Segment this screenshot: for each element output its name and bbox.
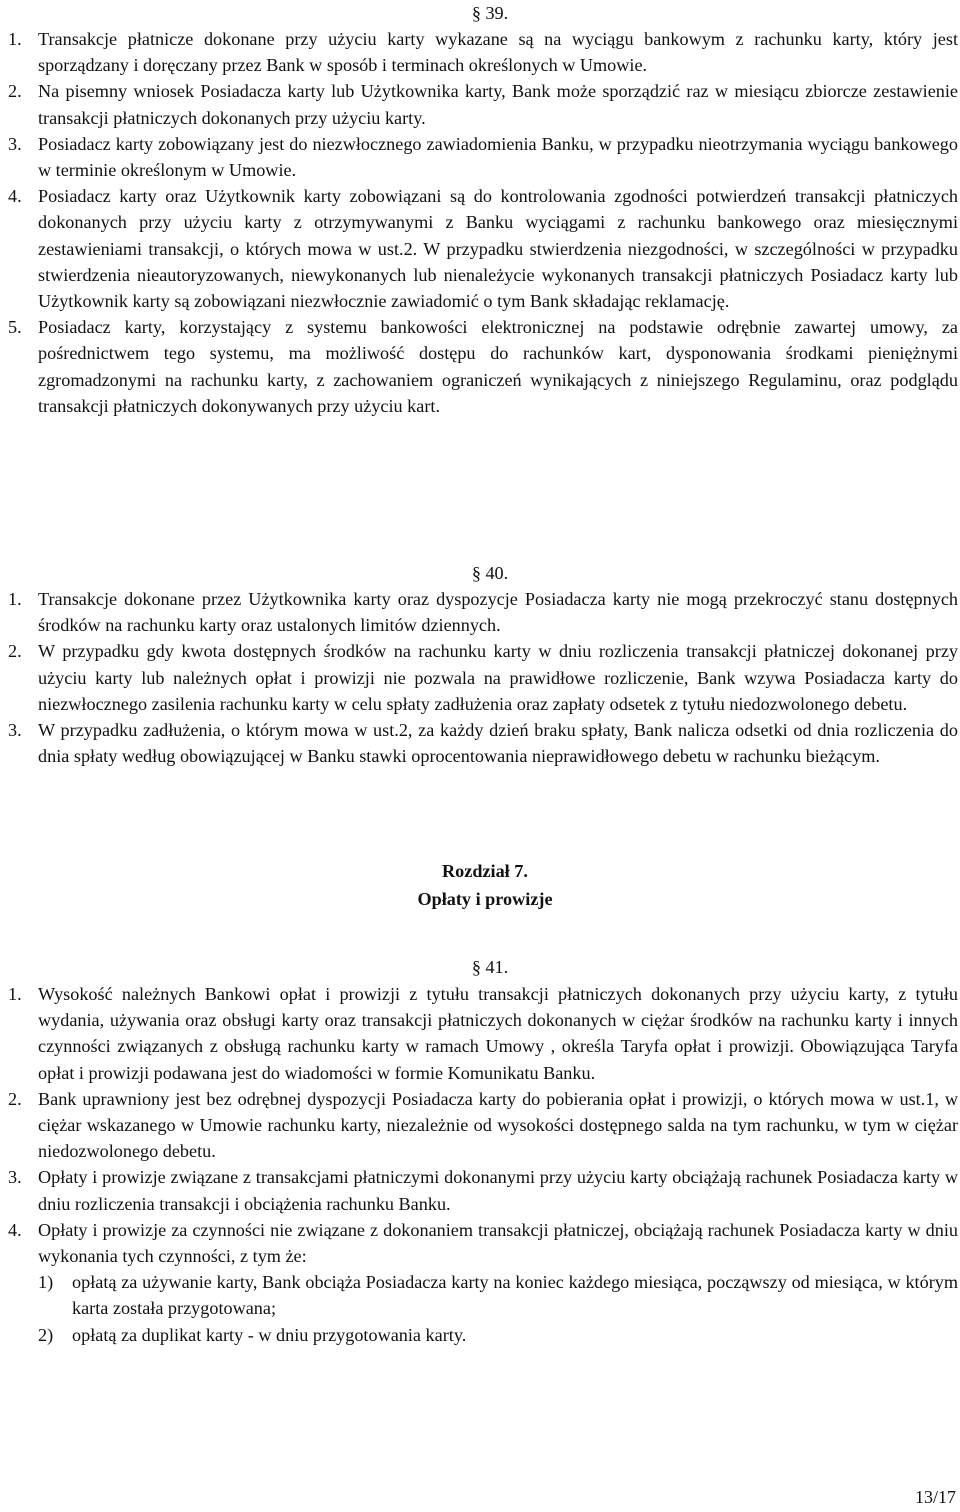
chapter-title: Opłaty i prowizje <box>417 889 553 910</box>
chapter-number: Rozdział 7. <box>442 861 528 881</box>
item-number: 2. <box>8 641 22 662</box>
list-item <box>8 314 958 419</box>
item-number: 2. <box>8 81 22 102</box>
item-text: Transakcje płatnicze dokonane przy użyciu karty wykazane są na wyciągu bankowym z rachunku karty, który jest sporządzany i doręczany przez Bank w sposób i terminach określonych w Umowie. <box>38 29 958 76</box>
section-39-body <box>8 26 958 419</box>
list-item <box>8 638 958 717</box>
item-number: 4. <box>8 1219 22 1240</box>
item-text: Posiadacz karty oraz Użytkownik karty zobowiązani są do kontrolowania zgodności potwierdzeń transakcji płatniczych dokonanych przy użyciu karty z otrzymywanymi z Banku wyciągami z rachunku bankowego oraz miesięcznymi zestawieniami transakcji, o których mowa w ust.2. W przypadku stwierdzenia niezgodności, w szczególności w przypadku stwierdzenia nieautoryzowanych, niewykonanych lub nienależycie wykonanych transakcji płatniczych Posiadacz karty lub Użytkownik karty są zobowiązani niezwłocznie zawiadomić o tym Bank składając reklamację. <box>38 186 958 312</box>
item-number: 4. <box>8 186 22 207</box>
item-text: Posiadacz karty, korzystający z systemu bankowości elektronicznej na podstawie odrębnie zawartej umowy, za pośrednictwem tego systemu, ma możliwość dostępu do rachunków kart, dysponowania środkami pieniężnymi zgromadzonymi na rachunku karty, z zachowaniem ograniczeń wynikających z niniejszego Regulaminu, oraz podglądu transakcji płatniczych dokonywanych przy użyciu kart. <box>38 317 958 416</box>
section-39-title: § 39. <box>471 3 509 23</box>
list-item <box>8 586 958 638</box>
item-text: Bank uprawniony jest bez odrębnej dyspozycji Posiadacza karty do pobierania opłat i prowizji, o których mowa w ust.1, w ciężar wskazanego w Umowie rachunku karty, niezależnie od wysokości dostępnego salda na tym rachunku, w tym w ciężar niedozwolonego debetu. <box>38 1088 958 1162</box>
list-item <box>8 1086 958 1165</box>
item-text: W przypadku zadłużenia, o którym mowa w ust.2, za każdy dzień braku spłaty, Bank nalicza odsetki od dnia rozliczenia do dnia spłaty według obowiązującej w Banku stawki oprocentowania nieprawidłowego debetu w rachunku bieżącym. <box>38 720 958 767</box>
item-number: 1. <box>8 984 22 1004</box>
item-number: 3. <box>8 133 22 154</box>
page-number: 13/17 <box>914 1487 956 1507</box>
item-number: 3. <box>8 720 22 741</box>
sub-list-item <box>38 1269 958 1321</box>
item-text: Na pisemny wniosek Posiadacza karty lub Użytkownika karty, Bank może sporządzić raz w miesiącu zbiorcze zestawienie transakcji płatniczych dokonanych przy użyciu karty. <box>38 81 958 128</box>
sub-list-item <box>38 1322 958 1348</box>
item-text: Opłaty i prowizje związane z transakcjami płatniczymi dokonanymi przy użyciu karty obciążają rachunek Posiadacza karty w dniu rozliczenia transakcji i obciążenia rachunku Banku. <box>38 1167 958 1214</box>
item-text: Wysokość należnych Bankowi opłat i prowizji z tytułu transakcji płatniczych dokonanych przy użyciu karty, z tytułu wydania, używania oraz obsługi karty oraz transakcji płatniczych dokonanych w ciężar środków na rachunku karty i innych czynności związanych z obsługą rachunku karty w ramach Umowy , określa Taryfa opłat i prowizji. Obowiązująca Taryfa opłat i prowizji podawana jest do wiadomości w formie Komunikatu Banku. <box>38 984 958 1083</box>
item-number: 1. <box>8 589 22 609</box>
list-item <box>8 1217 958 1269</box>
subitem-text: opłatą za używanie karty, Bank obciąża Posiadacza karty na koniec każdego miesiąca, począwszy od miesiąca, w którym karta została przygotowana; <box>72 1272 958 1319</box>
subitem-number: 1) <box>38 1272 54 1293</box>
list-item <box>8 78 958 130</box>
item-number: 2. <box>8 1088 22 1109</box>
list-item <box>8 1164 958 1216</box>
item-text: Posiadacz karty zobowiązany jest do niezwłocznego zawiadomienia Banku, w przypadku nieotrzymania wyciągu bankowego w terminie określonym w Umowie. <box>38 133 958 181</box>
list-item <box>8 131 958 183</box>
list-item <box>8 26 958 78</box>
section-41-title: § 41. <box>471 957 509 977</box>
item-text: Transakcje dokonane przez Użytkownika karty oraz dyspozycje Posiadacza karty nie mogą przekroczyć stanu dostępnych środków na rachunku karty oraz ustalonych limitów dziennych. <box>38 589 958 636</box>
item-text: W przypadku gdy kwota dostępnych środków na rachunku karty w dniu rozliczenia transakcji płatniczej dokonanej przy użyciu karty lub należnych opłat i prowizji nie pozwala na prawidłowe rozliczenie, Bank wzywa Posiadacza karty do niezwłocznego zasilenia rachunku karty w celu spłaty zadłużenia oraz zapłaty odsetek z tytułu niedozwolonego debetu. <box>38 641 958 714</box>
section-40-body <box>8 586 958 769</box>
list-item <box>8 717 958 769</box>
list-item <box>8 183 958 314</box>
subitem-text: opłatą za duplikat karty - w dniu przygotowania karty. <box>72 1324 467 1345</box>
list-item <box>8 981 958 1086</box>
item-number: 5. <box>8 317 22 338</box>
subitem-number: 2) <box>38 1324 54 1345</box>
section-40-title: § 40. <box>471 563 509 583</box>
section-41-body <box>8 981 958 1348</box>
chapter-heading <box>0 858 960 912</box>
item-text: Opłaty i prowizje za czynności nie związane z dokonaniem transakcji płatniczej, obciążają rachunek Posiadacza karty w dniu wykonania tych czynności, z tym że: <box>38 1219 958 1267</box>
item-number: 1. <box>8 29 22 49</box>
item-number: 3. <box>8 1167 22 1188</box>
